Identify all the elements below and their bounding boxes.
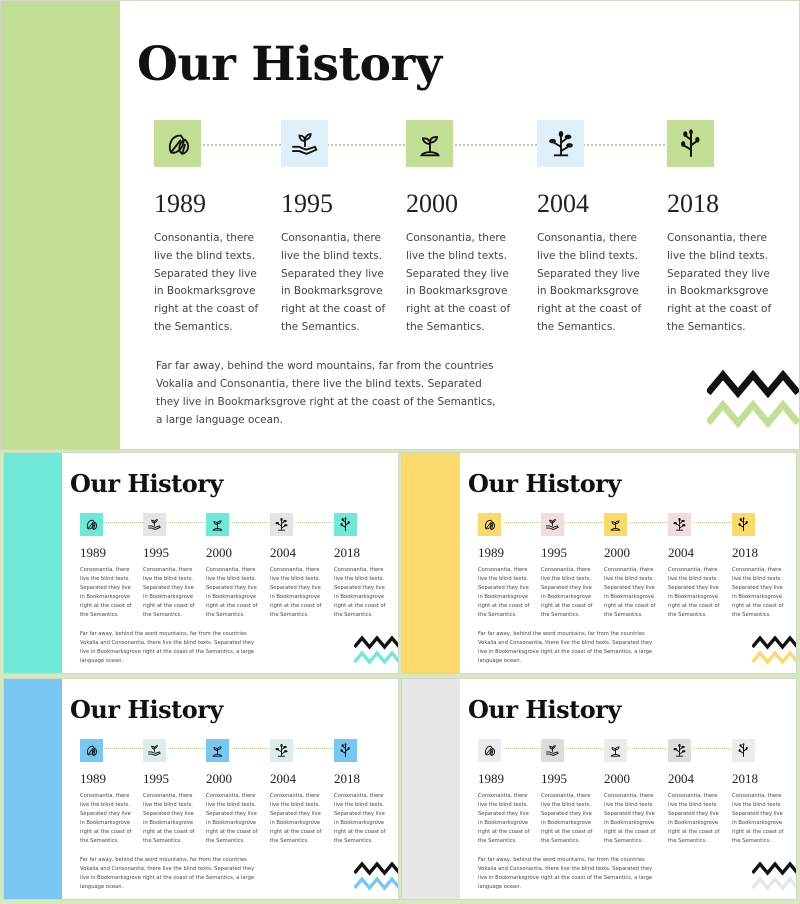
sprout-icon [209,742,226,759]
milestone-year: 1989 [478,771,504,786]
milestone-icon-box [667,120,714,167]
slide-thumb-blue [3,678,399,900]
milestone-icon-box [732,513,755,536]
seedling-icon [671,516,688,533]
milestone-description: Consonantia, there live the blind texts. Separated they live in Bookmarksgrove right at the coast of the Semantics. [604,567,656,618]
milestone-year: 2018 [667,189,719,218]
milestone-icon-box [206,739,229,762]
branch-icon [674,127,708,161]
page-title: Our History [70,695,223,724]
accent-strip [402,453,460,673]
milestone-year: 2000 [206,545,232,560]
milestone-icon-box [270,513,293,536]
milestone-year: 2004 [668,771,694,786]
milestone-year: 1989 [80,545,106,560]
milestone-description: Consonantia, there live the blind texts. Separated they live in Bookmarksgrove right at the coast of the Semantics. [478,567,530,618]
seedling-icon [544,127,578,161]
page-title: Our History [70,469,223,498]
milestone-icon-box [604,513,627,536]
seedling-icon [273,742,290,759]
accent-strip [1,1,120,449]
milestone-icon-box [270,739,293,762]
milestone-icon-box [206,513,229,536]
accent-strip [402,679,460,899]
seedling-icon [671,742,688,759]
milestone-description: Consonantia, there live the blind texts. Separated they live in Bookmarksgrove right at the coast of the Semantics. [143,793,195,844]
milestone-icon-box [541,739,564,762]
leaf-icon [481,516,498,533]
body-paragraph: Far far away, behind the word mountains, far from the countries Vokalia and Consonantia, there live the blind texts. Separated they live in Bookmarksgrove right at the coast of the Semantics, a large language ocean. [478,631,653,664]
milestone-year: 2018 [334,771,360,786]
milestone-year: 1995 [281,189,333,218]
milestone-icon-box [281,120,328,167]
milestone-year: 2000 [206,771,232,786]
milestone-year: 2004 [270,545,296,560]
slide-thumb-gray [401,678,797,900]
milestone-description: Consonantia, there live the blind texts. Separated they live in Bookmarksgrove right at the coast of the Semantics. [406,232,511,333]
milestone-year: 1995 [541,545,567,560]
sprout-icon [607,516,624,533]
hand-plant-icon [146,742,163,759]
hand-plant-icon [288,127,322,161]
body-paragraph: Far far away, behind the word mountains, far from the countries Vokalia and Consonantia, there live the blind texts. Separated they live in Bookmarksgrove right at the coast of the Semantics, a large language ocean. [478,857,653,890]
milestone-description: Consonantia, there live the blind texts. Separated they live in Bookmarksgrove right at the coast of the Semantics. [334,567,386,618]
milestone-year: 2000 [604,771,630,786]
milestone-year: 1995 [541,771,567,786]
milestone-icon-box [478,739,501,762]
slide-thumb-cyan [3,452,399,674]
zigzag-wrap [752,635,797,669]
body-paragraph: Far far away, behind the word mountains, far from the countries Vokalia and Consonantia, there live the blind texts. Separated they live in Bookmarksgrove right at the coast of the Semantics, a large language ocean. [80,631,255,664]
slide-main [0,0,800,450]
page-title: Our History [468,695,621,724]
milestone-icon-box [334,739,357,762]
milestone-description: Consonantia, there live the blind texts. Separated they live in Bookmarksgrove right at the coast of the Semantics. [206,793,258,844]
milestone-description: Consonantia, there live the blind texts. Separated they live in Bookmarksgrove right at the coast of the Semantics. [206,567,258,618]
milestone-description: Consonantia, there live the blind texts. Separated they live in Bookmarksgrove right at the coast of the Semantics. [281,232,386,333]
seedling-icon [273,516,290,533]
branch-icon [735,516,752,533]
milestone-description: Consonantia, there live the blind texts. Separated they live in Bookmarksgrove right at the coast of the Semantics. [334,793,386,844]
body-paragraph: Far far away, behind the word mountains, far from the countries Vokalia and Consonantia, there live the blind texts. Separated they live in Bookmarksgrove right at the coast of the Semantics, a large language ocean. [156,360,496,426]
zigzag-wrap [354,861,399,895]
milestone-icon-box [537,120,584,167]
milestone-year: 2018 [334,545,360,560]
zigzag-wrap [752,861,797,895]
milestone-description: Consonantia, there live the blind texts. Separated they live in Bookmarksgrove right at the coast of the Semantics. [80,793,132,844]
milestone-description: Consonantia, there live the blind texts. Separated they live in Bookmarksgrove right at the coast of the Semantics. [732,793,784,844]
leaf-icon [83,516,100,533]
milestone-year: 2018 [732,771,758,786]
sprout-icon [413,127,447,161]
accent-strip [4,453,62,673]
milestone-icon-box [334,513,357,536]
zigzag-decoration [752,635,797,665]
milestone-description: Consonantia, there live the blind texts. Separated they live in Bookmarksgrove right at the coast of the Semantics. [667,232,772,333]
milestone-description: Consonantia, there live the blind texts. Separated they live in Bookmarksgrove right at the coast of the Semantics. [732,567,784,618]
milestone-icon-box [732,739,755,762]
leaf-icon [481,742,498,759]
milestone-year: 2004 [537,189,589,218]
branch-icon [735,742,752,759]
milestone-icon-box [143,513,166,536]
milestone-description: Consonantia, there live the blind texts. Separated they live in Bookmarksgrove right at the coast of the Semantics. [537,232,642,333]
milestone-icon-box [80,739,103,762]
milestone-description: Consonantia, there live the blind texts. Separated they live in Bookmarksgrove right at the coast of the Semantics. [270,793,322,844]
milestone-year: 1989 [478,545,504,560]
hand-plant-icon [544,742,561,759]
zigzag-wrap [354,635,399,669]
zigzag-decoration [354,861,399,891]
page-title: Our History [137,37,442,92]
milestone-icon-box [604,739,627,762]
milestone-icon-box [406,120,453,167]
zigzag-wrap [707,369,799,433]
milestone-description: Consonantia, there live the blind texts. Separated they live in Bookmarksgrove right at the coast of the Semantics. [668,567,720,618]
milestone-year: 2000 [406,189,458,218]
milestone-description: Consonantia, there live the blind texts. Separated they live in Bookmarksgrove right at the coast of the Semantics. [541,793,593,844]
sprout-icon [607,742,624,759]
branch-icon [337,742,354,759]
milestone-icon-box [478,513,501,536]
milestone-year: 1989 [154,189,206,218]
milestone-icon-box [154,120,201,167]
milestone-description: Consonantia, there live the blind texts. Separated they live in Bookmarksgrove right at the coast of the Semantics. [154,232,259,333]
hand-plant-icon [544,516,561,533]
zigzag-decoration [707,369,799,429]
accent-strip [4,679,62,899]
zigzag-decoration [354,635,399,665]
milestone-icon-box [143,739,166,762]
slide-thumb-yellow [401,452,797,674]
page-title: Our History [468,469,621,498]
leaf-icon [83,742,100,759]
milestone-year: 1995 [143,771,169,786]
milestone-icon-box [80,513,103,536]
milestone-icon-box [668,739,691,762]
milestone-description: Consonantia, there live the blind texts. Separated they live in Bookmarksgrove right at the coast of the Semantics. [541,567,593,618]
sprout-icon [209,516,226,533]
hand-plant-icon [146,516,163,533]
milestone-description: Consonantia, there live the blind texts. Separated they live in Bookmarksgrove right at the coast of the Semantics. [80,567,132,618]
milestone-year: 2018 [732,545,758,560]
milestone-year: 2004 [270,771,296,786]
milestone-icon-box [541,513,564,536]
leaf-icon [161,127,195,161]
milestone-description: Consonantia, there live the blind texts. Separated they live in Bookmarksgrove right at the coast of the Semantics. [604,793,656,844]
milestone-description: Consonantia, there live the blind texts. Separated they live in Bookmarksgrove right at the coast of the Semantics. [143,567,195,618]
milestone-description: Consonantia, there live the blind texts. Separated they live in Bookmarksgrove right at the coast of the Semantics. [270,567,322,618]
milestone-description: Consonantia, there live the blind texts. Separated they live in Bookmarksgrove right at the coast of the Semantics. [668,793,720,844]
zigzag-decoration [752,861,797,891]
body-paragraph: Far far away, behind the word mountains, far from the countries Vokalia and Consonantia, there live the blind texts. Separated they live in Bookmarksgrove right at the coast of the Semantics, a large language ocean. [80,857,255,890]
milestone-year: 2004 [668,545,694,560]
milestone-year: 1989 [80,771,106,786]
milestone-year: 1995 [143,545,169,560]
milestone-icon-box [668,513,691,536]
branch-icon [337,516,354,533]
milestone-year: 2000 [604,545,630,560]
milestone-description: Consonantia, there live the blind texts. Separated they live in Bookmarksgrove right at the coast of the Semantics. [478,793,530,844]
